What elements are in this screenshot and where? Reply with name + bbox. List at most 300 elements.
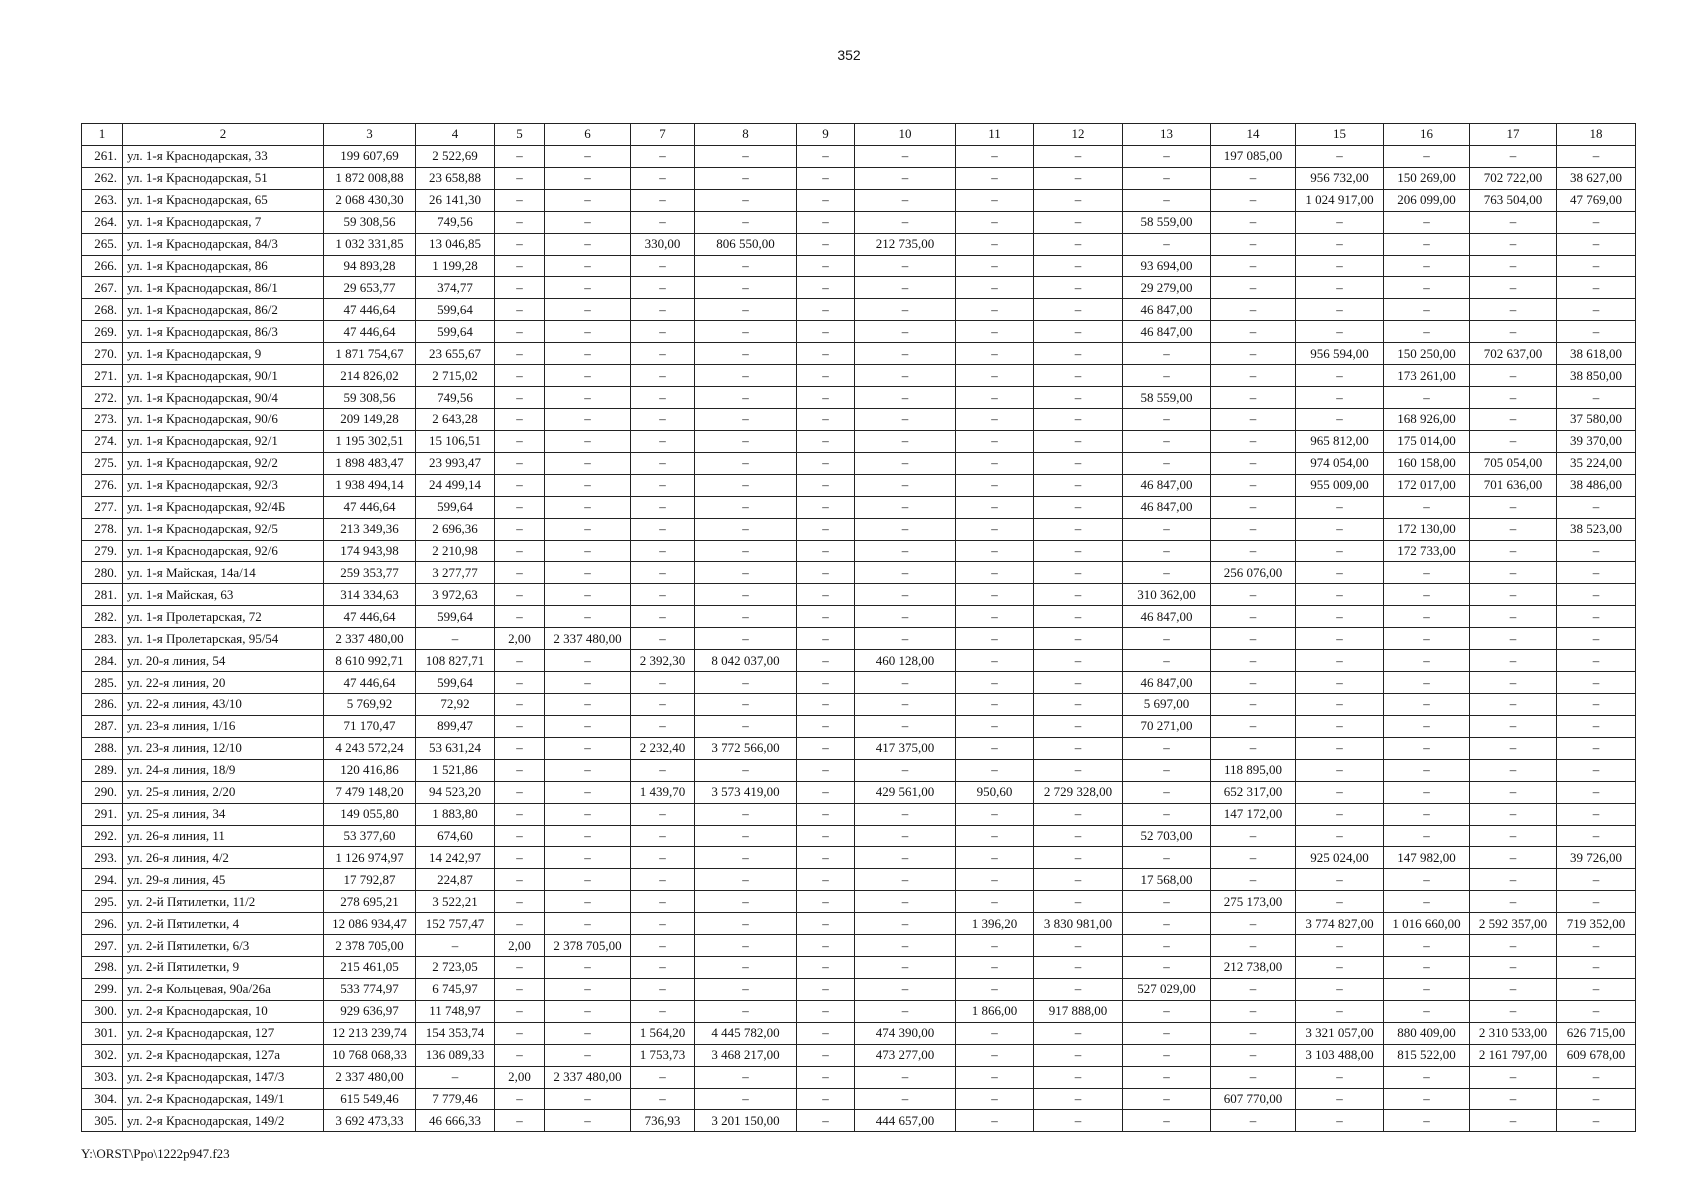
table-row bbox=[82, 1088, 1636, 1110]
row-number-cell: 301. bbox=[82, 1022, 123, 1044]
value-cell: – bbox=[631, 628, 695, 650]
value-cell: 24 499,14 bbox=[416, 474, 495, 496]
value-cell: – bbox=[545, 693, 631, 715]
value-cell: 29 279,00 bbox=[1123, 277, 1211, 299]
value-cell: – bbox=[695, 584, 797, 606]
value-cell: – bbox=[1296, 540, 1384, 562]
value-cell: 599,64 bbox=[416, 321, 495, 343]
value-cell: – bbox=[1557, 628, 1636, 650]
row-number-cell: 268. bbox=[82, 299, 123, 321]
value-cell: – bbox=[1296, 781, 1384, 803]
value-cell: – bbox=[1557, 233, 1636, 255]
value-cell: – bbox=[1296, 672, 1384, 694]
address-cell: ул. 2-я Краснодарская, 149/2 bbox=[123, 1110, 324, 1132]
value-cell: 763 504,00 bbox=[1470, 189, 1557, 211]
value-cell: – bbox=[797, 1022, 855, 1044]
row-number-cell: 299. bbox=[82, 978, 123, 1000]
value-cell: – bbox=[1384, 584, 1470, 606]
value-cell: – bbox=[1470, 957, 1557, 979]
value-cell: – bbox=[797, 1088, 855, 1110]
value-cell: – bbox=[1034, 935, 1123, 957]
value-cell: – bbox=[956, 869, 1034, 891]
value-cell: – bbox=[631, 803, 695, 825]
value-cell: – bbox=[797, 387, 855, 409]
value-cell: 701 636,00 bbox=[1470, 474, 1557, 496]
row-number-cell: 298. bbox=[82, 957, 123, 979]
value-cell: – bbox=[1470, 803, 1557, 825]
value-cell: 3 772 566,00 bbox=[695, 737, 797, 759]
value-cell: – bbox=[797, 1000, 855, 1022]
value-cell: – bbox=[495, 1022, 545, 1044]
value-cell: 974 054,00 bbox=[1296, 452, 1384, 474]
value-cell: – bbox=[495, 1044, 545, 1066]
value-cell: – bbox=[1296, 803, 1384, 825]
value-cell: – bbox=[797, 935, 855, 957]
value-cell: – bbox=[1211, 496, 1296, 518]
value-cell: 2 337 480,00 bbox=[545, 1066, 631, 1088]
value-cell: – bbox=[695, 343, 797, 365]
value-cell: 1 898 483,47 bbox=[324, 452, 416, 474]
value-cell: – bbox=[631, 891, 695, 913]
value-cell: 29 653,77 bbox=[324, 277, 416, 299]
value-cell: – bbox=[1296, 1000, 1384, 1022]
value-cell: – bbox=[1470, 408, 1557, 430]
value-cell: – bbox=[545, 452, 631, 474]
value-cell: 5 697,00 bbox=[1123, 693, 1211, 715]
value-cell: 2,00 bbox=[495, 1066, 545, 1088]
value-cell: – bbox=[1296, 606, 1384, 628]
value-cell: – bbox=[1211, 693, 1296, 715]
value-cell: – bbox=[956, 562, 1034, 584]
value-cell: – bbox=[1123, 1066, 1211, 1088]
value-cell: – bbox=[1123, 1000, 1211, 1022]
value-cell: – bbox=[631, 978, 695, 1000]
value-cell: – bbox=[1470, 781, 1557, 803]
value-cell: – bbox=[855, 387, 956, 409]
address-cell: ул. 1-я Пролетарская, 95/54 bbox=[123, 628, 324, 650]
value-cell: 46 666,33 bbox=[416, 1110, 495, 1132]
value-cell: – bbox=[1123, 562, 1211, 584]
value-cell: 314 334,63 bbox=[324, 584, 416, 606]
value-cell: 599,64 bbox=[416, 496, 495, 518]
value-cell: 8 610 992,71 bbox=[324, 650, 416, 672]
value-cell: 719 352,00 bbox=[1557, 913, 1636, 935]
value-cell: – bbox=[1557, 781, 1636, 803]
value-cell: 59 308,56 bbox=[324, 387, 416, 409]
value-cell: – bbox=[1470, 628, 1557, 650]
value-cell: – bbox=[1557, 1110, 1636, 1132]
value-cell: – bbox=[695, 540, 797, 562]
value-cell: – bbox=[956, 693, 1034, 715]
value-cell: – bbox=[631, 715, 695, 737]
value-cell: – bbox=[797, 1066, 855, 1088]
value-cell: – bbox=[1470, 277, 1557, 299]
value-cell: 3 277,77 bbox=[416, 562, 495, 584]
value-cell: – bbox=[495, 496, 545, 518]
column-header: 18 bbox=[1557, 124, 1636, 146]
value-cell: – bbox=[1034, 978, 1123, 1000]
row-number-cell: 297. bbox=[82, 935, 123, 957]
value-cell: – bbox=[1123, 957, 1211, 979]
value-cell: – bbox=[797, 737, 855, 759]
address-cell: ул. 2-й Пятилетки, 11/2 bbox=[123, 891, 324, 913]
value-cell: 259 353,77 bbox=[324, 562, 416, 584]
value-cell: 460 128,00 bbox=[855, 650, 956, 672]
value-cell: – bbox=[1123, 935, 1211, 957]
value-cell: 93 694,00 bbox=[1123, 255, 1211, 277]
value-cell: – bbox=[855, 255, 956, 277]
value-cell: – bbox=[1470, 869, 1557, 891]
value-cell: – bbox=[1211, 474, 1296, 496]
value-cell: – bbox=[956, 628, 1034, 650]
value-cell: – bbox=[1034, 737, 1123, 759]
value-cell: – bbox=[797, 211, 855, 233]
address-cell: ул. 1-я Краснодарская, 86/1 bbox=[123, 277, 324, 299]
value-cell: – bbox=[695, 496, 797, 518]
value-cell: – bbox=[797, 321, 855, 343]
value-cell: – bbox=[1557, 211, 1636, 233]
table-row bbox=[82, 387, 1636, 409]
file-path-footer: Y:\ORST\Ppo\1222p947.f23 bbox=[81, 1146, 230, 1161]
value-cell: – bbox=[1384, 628, 1470, 650]
value-cell: 17 568,00 bbox=[1123, 869, 1211, 891]
value-cell: 38 523,00 bbox=[1557, 518, 1636, 540]
value-cell: 3 103 488,00 bbox=[1296, 1044, 1384, 1066]
value-cell: 37 580,00 bbox=[1557, 408, 1636, 430]
value-cell: – bbox=[1123, 781, 1211, 803]
value-cell: – bbox=[1384, 737, 1470, 759]
value-cell: 880 409,00 bbox=[1384, 1022, 1470, 1044]
value-cell: – bbox=[1384, 759, 1470, 781]
value-cell: – bbox=[545, 1110, 631, 1132]
value-cell: – bbox=[1123, 628, 1211, 650]
value-cell: 1 521,86 bbox=[416, 759, 495, 781]
value-cell: – bbox=[855, 693, 956, 715]
table-body bbox=[82, 145, 1636, 1131]
value-cell: – bbox=[1296, 1066, 1384, 1088]
value-cell: – bbox=[545, 474, 631, 496]
value-cell: – bbox=[631, 277, 695, 299]
value-cell: 174 943,98 bbox=[324, 540, 416, 562]
value-cell: – bbox=[1384, 387, 1470, 409]
table-header-row bbox=[82, 124, 1636, 146]
table-row bbox=[82, 540, 1636, 562]
value-cell: – bbox=[797, 255, 855, 277]
value-cell: – bbox=[545, 540, 631, 562]
value-cell: 23 655,67 bbox=[416, 343, 495, 365]
value-cell: – bbox=[1034, 1022, 1123, 1044]
value-cell: – bbox=[797, 452, 855, 474]
value-cell: 607 770,00 bbox=[1211, 1088, 1296, 1110]
value-cell: 3 522,21 bbox=[416, 891, 495, 913]
value-cell: – bbox=[545, 255, 631, 277]
value-cell: – bbox=[631, 935, 695, 957]
value-cell: – bbox=[797, 145, 855, 167]
value-cell: – bbox=[1296, 387, 1384, 409]
row-number-cell: 291. bbox=[82, 803, 123, 825]
value-cell: 2 715,02 bbox=[416, 365, 495, 387]
address-cell: ул. 2-я Краснодарская, 127 bbox=[123, 1022, 324, 1044]
value-cell: 705 054,00 bbox=[1470, 452, 1557, 474]
value-cell: – bbox=[1211, 365, 1296, 387]
value-cell: 1 439,70 bbox=[631, 781, 695, 803]
value-cell: – bbox=[631, 540, 695, 562]
value-cell: – bbox=[855, 978, 956, 1000]
value-cell: – bbox=[797, 299, 855, 321]
address-cell: ул. 1-я Краснодарская, 86/3 bbox=[123, 321, 324, 343]
value-cell: – bbox=[797, 693, 855, 715]
value-cell: – bbox=[1470, 935, 1557, 957]
value-cell: – bbox=[1296, 715, 1384, 737]
value-cell: – bbox=[495, 211, 545, 233]
value-cell: – bbox=[956, 474, 1034, 496]
column-header: 13 bbox=[1123, 124, 1211, 146]
value-cell: – bbox=[1296, 518, 1384, 540]
value-cell: 2 522,69 bbox=[416, 145, 495, 167]
value-cell: – bbox=[1034, 233, 1123, 255]
value-cell: – bbox=[631, 693, 695, 715]
value-cell: 152 757,47 bbox=[416, 913, 495, 935]
value-cell: – bbox=[495, 737, 545, 759]
column-header: 14 bbox=[1211, 124, 1296, 146]
address-cell: ул. 1-я Краснодарская, 90/4 bbox=[123, 387, 324, 409]
value-cell: – bbox=[631, 430, 695, 452]
value-cell: – bbox=[855, 145, 956, 167]
value-cell: 11 748,97 bbox=[416, 1000, 495, 1022]
value-cell: – bbox=[1557, 606, 1636, 628]
address-cell: ул. 29-я линия, 45 bbox=[123, 869, 324, 891]
value-cell: – bbox=[797, 781, 855, 803]
value-cell: 2 161 797,00 bbox=[1470, 1044, 1557, 1066]
address-cell: ул. 2-й Пятилетки, 4 bbox=[123, 913, 324, 935]
row-number-cell: 286. bbox=[82, 693, 123, 715]
value-cell: – bbox=[545, 803, 631, 825]
table-row bbox=[82, 211, 1636, 233]
value-cell: – bbox=[956, 189, 1034, 211]
value-cell: – bbox=[956, 408, 1034, 430]
value-cell: 72,92 bbox=[416, 693, 495, 715]
table-row bbox=[82, 1044, 1636, 1066]
value-cell: – bbox=[797, 474, 855, 496]
table-row bbox=[82, 233, 1636, 255]
value-cell: – bbox=[1034, 957, 1123, 979]
value-cell: – bbox=[1296, 145, 1384, 167]
value-cell: – bbox=[545, 957, 631, 979]
value-cell: – bbox=[695, 715, 797, 737]
value-cell: – bbox=[855, 803, 956, 825]
value-cell: 209 149,28 bbox=[324, 408, 416, 430]
value-cell: 47 446,64 bbox=[324, 299, 416, 321]
value-cell: 47 446,64 bbox=[324, 321, 416, 343]
value-cell: – bbox=[1470, 387, 1557, 409]
value-cell: 2 392,30 bbox=[631, 650, 695, 672]
table-row bbox=[82, 869, 1636, 891]
table-row bbox=[82, 715, 1636, 737]
value-cell: – bbox=[631, 452, 695, 474]
value-cell: – bbox=[1034, 1044, 1123, 1066]
value-cell: 70 271,00 bbox=[1123, 715, 1211, 737]
value-cell: – bbox=[1384, 233, 1470, 255]
value-cell: – bbox=[1211, 1000, 1296, 1022]
value-cell: – bbox=[1296, 935, 1384, 957]
row-number-cell: 276. bbox=[82, 474, 123, 496]
value-cell: – bbox=[1034, 1088, 1123, 1110]
row-number-cell: 267. bbox=[82, 277, 123, 299]
value-cell: – bbox=[1557, 387, 1636, 409]
value-cell: – bbox=[855, 715, 956, 737]
value-cell: – bbox=[1557, 277, 1636, 299]
value-cell: – bbox=[1470, 540, 1557, 562]
row-number-cell: 261. bbox=[82, 145, 123, 167]
value-cell: – bbox=[855, 562, 956, 584]
value-cell: 150 250,00 bbox=[1384, 343, 1470, 365]
table-row bbox=[82, 693, 1636, 715]
value-cell: – bbox=[1296, 628, 1384, 650]
value-cell: – bbox=[1211, 452, 1296, 474]
table-row bbox=[82, 145, 1636, 167]
value-cell: – bbox=[797, 408, 855, 430]
value-cell: – bbox=[695, 299, 797, 321]
value-cell: – bbox=[1034, 299, 1123, 321]
value-cell: – bbox=[1470, 1066, 1557, 1088]
value-cell: – bbox=[1211, 913, 1296, 935]
value-cell: – bbox=[1211, 825, 1296, 847]
value-cell: – bbox=[797, 672, 855, 694]
row-number-cell: 293. bbox=[82, 847, 123, 869]
value-cell: 15 106,51 bbox=[416, 430, 495, 452]
table-row bbox=[82, 672, 1636, 694]
value-cell: – bbox=[1557, 957, 1636, 979]
value-cell: – bbox=[1557, 672, 1636, 694]
value-cell: – bbox=[1296, 299, 1384, 321]
table-row bbox=[82, 1066, 1636, 1088]
value-cell: 14 242,97 bbox=[416, 847, 495, 869]
value-cell: 2 337 480,00 bbox=[324, 628, 416, 650]
value-cell: – bbox=[1034, 277, 1123, 299]
table-row bbox=[82, 606, 1636, 628]
value-cell: – bbox=[956, 1088, 1034, 1110]
value-cell: 2 310 533,00 bbox=[1470, 1022, 1557, 1044]
value-cell: – bbox=[855, 321, 956, 343]
value-cell: – bbox=[495, 1088, 545, 1110]
value-cell: 120 416,86 bbox=[324, 759, 416, 781]
value-cell: – bbox=[1123, 343, 1211, 365]
value-cell: 23 993,47 bbox=[416, 452, 495, 474]
value-cell: 1 753,73 bbox=[631, 1044, 695, 1066]
value-cell: 94 893,28 bbox=[324, 255, 416, 277]
value-cell: 199 607,69 bbox=[324, 145, 416, 167]
value-cell: – bbox=[1470, 891, 1557, 913]
value-cell: – bbox=[1384, 1000, 1470, 1022]
value-cell: – bbox=[695, 935, 797, 957]
row-number-cell: 264. bbox=[82, 211, 123, 233]
value-cell: – bbox=[1034, 1066, 1123, 1088]
value-cell: – bbox=[545, 781, 631, 803]
value-cell: 749,56 bbox=[416, 387, 495, 409]
value-cell: – bbox=[545, 167, 631, 189]
table-row bbox=[82, 978, 1636, 1000]
value-cell: – bbox=[797, 277, 855, 299]
value-cell: – bbox=[1557, 978, 1636, 1000]
value-cell: – bbox=[1384, 650, 1470, 672]
value-cell: – bbox=[1123, 913, 1211, 935]
value-cell: 215 461,05 bbox=[324, 957, 416, 979]
row-number-cell: 274. bbox=[82, 430, 123, 452]
value-cell: 154 353,74 bbox=[416, 1022, 495, 1044]
value-cell: – bbox=[1034, 518, 1123, 540]
value-cell: – bbox=[495, 145, 545, 167]
value-cell: 1 024 917,00 bbox=[1296, 189, 1384, 211]
value-cell: 168 926,00 bbox=[1384, 408, 1470, 430]
value-cell: – bbox=[1211, 628, 1296, 650]
value-cell: 429 561,00 bbox=[855, 781, 956, 803]
value-cell: – bbox=[1384, 211, 1470, 233]
value-cell: 2 378 705,00 bbox=[324, 935, 416, 957]
value-cell: – bbox=[956, 672, 1034, 694]
row-number-cell: 283. bbox=[82, 628, 123, 650]
value-cell: 2 337 480,00 bbox=[324, 1066, 416, 1088]
value-cell: 310 362,00 bbox=[1123, 584, 1211, 606]
value-cell: – bbox=[1211, 650, 1296, 672]
value-cell: 46 847,00 bbox=[1123, 672, 1211, 694]
value-cell: – bbox=[855, 935, 956, 957]
value-cell: 702 637,00 bbox=[1470, 343, 1557, 365]
value-cell: – bbox=[797, 715, 855, 737]
value-cell: 599,64 bbox=[416, 672, 495, 694]
address-cell: ул. 1-я Краснодарская, 86/2 bbox=[123, 299, 324, 321]
value-cell: – bbox=[1211, 1044, 1296, 1066]
value-cell: – bbox=[956, 803, 1034, 825]
value-cell: 6 745,97 bbox=[416, 978, 495, 1000]
value-cell: – bbox=[1123, 891, 1211, 913]
value-cell: 749,56 bbox=[416, 211, 495, 233]
value-cell: – bbox=[1557, 935, 1636, 957]
value-cell: – bbox=[956, 277, 1034, 299]
address-cell: ул. 25-я линия, 2/20 bbox=[123, 781, 324, 803]
value-cell: 212 735,00 bbox=[855, 233, 956, 255]
value-cell: – bbox=[695, 452, 797, 474]
value-cell: – bbox=[1211, 167, 1296, 189]
value-cell: – bbox=[1384, 693, 1470, 715]
column-header: 12 bbox=[1034, 124, 1123, 146]
value-cell: 59 308,56 bbox=[324, 211, 416, 233]
address-cell: ул. 20-я линия, 54 bbox=[123, 650, 324, 672]
column-header: 11 bbox=[956, 124, 1034, 146]
value-cell: – bbox=[1557, 1000, 1636, 1022]
value-cell: – bbox=[1296, 321, 1384, 343]
value-cell: – bbox=[545, 496, 631, 518]
value-cell: 815 522,00 bbox=[1384, 1044, 1470, 1066]
value-cell: – bbox=[495, 825, 545, 847]
value-cell: – bbox=[797, 957, 855, 979]
value-cell: – bbox=[416, 1066, 495, 1088]
address-cell: ул. 22-я линия, 20 bbox=[123, 672, 324, 694]
address-cell: ул. 2-я Краснодарская, 127а bbox=[123, 1044, 324, 1066]
row-number-cell: 273. bbox=[82, 408, 123, 430]
value-cell: – bbox=[1296, 759, 1384, 781]
row-number-cell: 265. bbox=[82, 233, 123, 255]
column-header: 4 bbox=[416, 124, 495, 146]
value-cell: – bbox=[1123, 847, 1211, 869]
value-cell: – bbox=[495, 847, 545, 869]
table-row bbox=[82, 935, 1636, 957]
value-cell: – bbox=[1470, 737, 1557, 759]
value-cell: 2,00 bbox=[495, 628, 545, 650]
value-cell: – bbox=[545, 299, 631, 321]
column-header: 3 bbox=[324, 124, 416, 146]
value-cell: 899,47 bbox=[416, 715, 495, 737]
value-cell: – bbox=[695, 913, 797, 935]
